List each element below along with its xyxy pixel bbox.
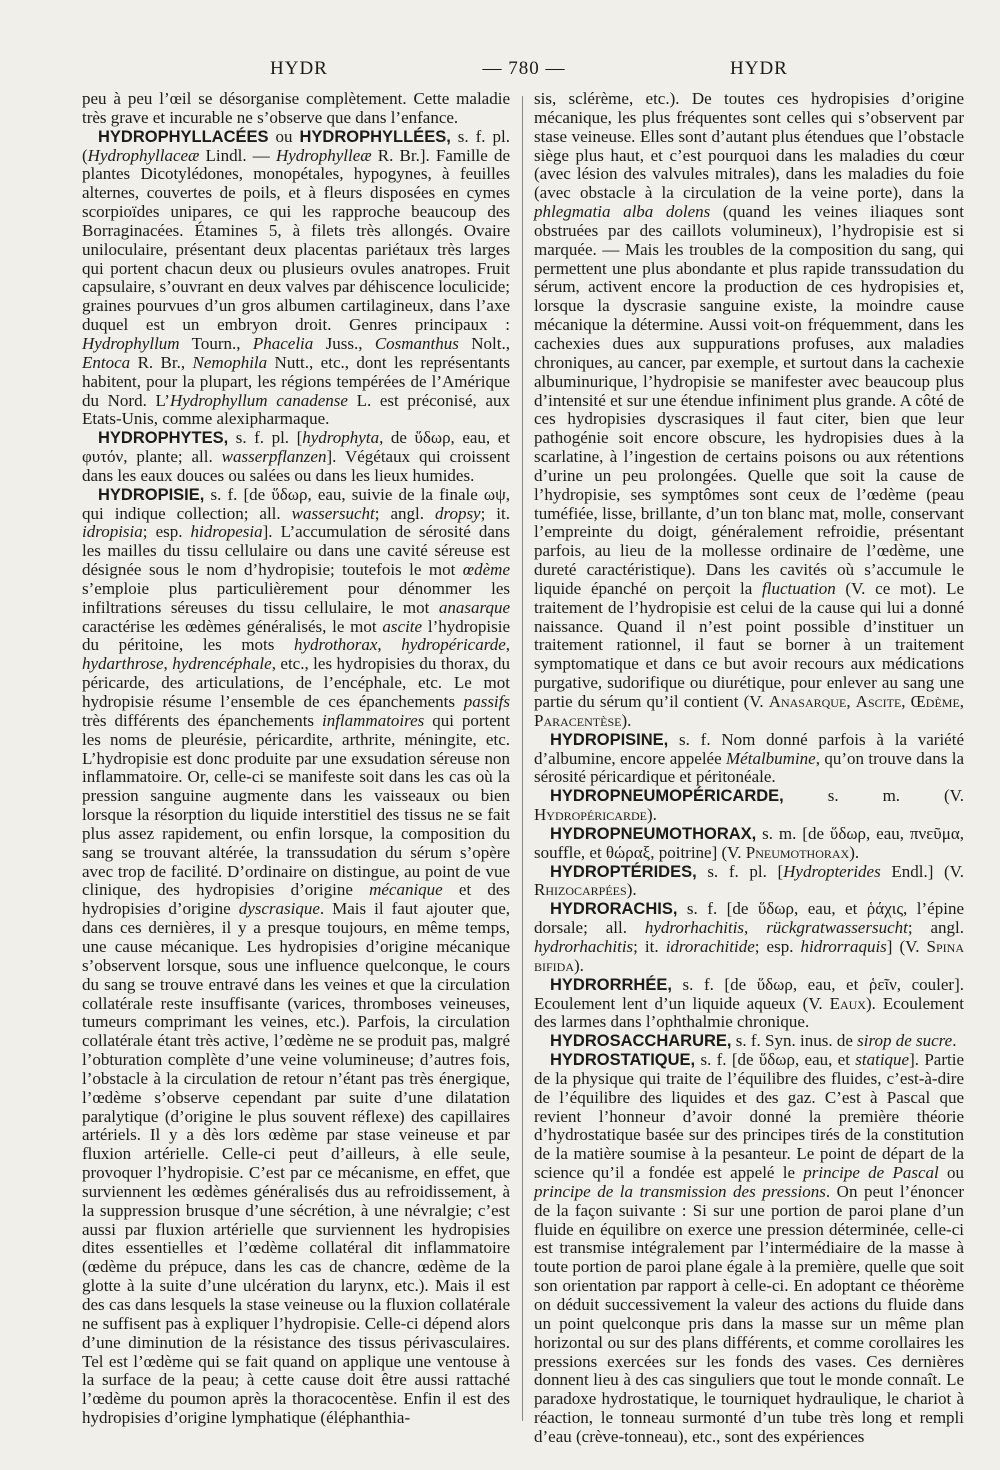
running-head-right: HYDR <box>730 58 788 79</box>
entry-hydropisie: HYDROPISIE, s. f. [de ὕδωρ, eau, suivie de la finale ωψ, qui indique collection; all. wassersucht; angl. dropsy; it. idropisia; esp. hidropesia]. L’accumulation de sérosité dans les mailles du tissu cellulaire ou dans une cavité séreuse est désignée sous le nom d’hydropisie; toutefois le mot œdème s’emploie plus particulièrement pour dénommer les infiltrations séreuses du tissu cellulaire, le mot anasarque caractérise les œdèmes généralisés, le mot ascite l’hydropisie du péritoine, les mots hydrothorax, hydropéricarde, hydarthrose, hydrencéphale, etc., les hydropisies du thorax, du péricarde, des articulations, de l’encéphale, etc. Le mot hydropisie résume l’ensemble de ces épanchements passifs très différents des épanchements inflammatoires qui portent les noms de pleurésie, péricardite, arthrite, méningite, etc. L’hydropisie est donc produite par une exsudation séreuse non inflammatoire. Or, celle-ci se manifeste soit dans les cas où la pression sanguine augmente dans les vaisseaux ou bien lorsque la résorption du liquide interstitiel des tissus ne se fait plus assez rapidement, ou enfin lorsque, la composition du sang se trouvant altérée, la transsudation du sérum s’opère avec trop de facilité. D’ordinaire on distingue, au point de vue clinique, des hydropisies d’origine mécanique et des hydropisies d’origine dyscrasique. Mais il faut ajouter que, dans ces dernières, il y a presque toujours, en même temps, une cause mécanique. Les hydropisies d’origine mécanique s’observent lorsque, sous une influence quelconque, le cours du sang se trouve entravé dans les veines et que la circulation collatérale reste insuffisante (varices, thromboses veineuses, tumeurs comprimant les veines, etc.). Parfois, la circulation collatérale étant très active, l’œdème ne se produit pas, malgré l’obturation complète d’une veine volumineuse; d’autres fois, l’obstacle à la circulation de retour n’étant pas très énergique, l’œdème s’observe cependant par suite d’une dilatation paralytique (d’origine le plus souvent réflexe) des capillaires artériels. Il y a dès lors œdème par stase veineuse et par fluxion artérielle. Celle-ci peut d’ailleurs, à elle seule, provoquer l’hydropisie. C’est par ce mécanisme, en effet, que surviennent les œdèmes généralisés dus au refroidissement, à la suppression brusque d’une sécrétion, à une névralgie; c’est aussi par fluxion artérielle que surviennent les hydropisies dites essentielles et l’œdème collatéral dit inflammatoire (œdème du prépuce, dans les cas de chancre, œdème de la glotte à la suite d’une ulcération du larynx, etc.). Mais il est des cas dans lesquels la stase veineuse ou la fluxion collatérale ne suffisent pas à expliquer l’hydropisie. Celle-ci dépend alors d’une diminution de la résistance des tissus périvasculaires. Tel est l’œdème qui se fait quand on applique une ventouse à la surface de la peau; à cette cause doit être aussi rattaché l’œdème du poumon après la thoracocentèse. Enfin il est des hydropisies d’origine lymphatique (éléphanthia- <box>82 484 511 1428</box>
entry-hydropterides: HYDROPTÉRIDES, s. f. pl. [Hydropterides Endl.] (V. Rhizocarpées). <box>534 861 964 900</box>
left-column <box>82 90 510 1428</box>
entry-hydropneumopericarde: HYDROPNEUMOPÉRICARDE, s. m. (V. Hydropéricarde). <box>534 786 964 825</box>
right-column <box>534 90 964 1447</box>
entry-hydrophyllacees: HYDROPHYLLACÉES ou HYDROPHYLLÉES, s. f. pl. (Hydrophyllaceæ Lindl. — Hydrophylleæ R. Br.]. Famille de plantes Dicotylédones, monopétales, hypogynes, à feuilles alternes, couvertes de poils, et à fleurs disposées en cymes scorpioïdes unipares, ce qui les rapproche beaucoup des Borraginacées. Étamines 5, à filets très allongés. Ovaire uniloculaire, présentant deux placentas pariétaux très larges qui portent chacun deux ou plusieurs ovules anatropes. Fruit capsulaire, s’ouvrant en deux valves par déhiscence loculicide; graines pourvues d’un gros albumen cartilagineux, dans l’axe duquel est un embryon droit. Genres principaux : Hydrophyllum Tourn., Phacelia Juss., Cosmanthus Nolt., Entoca R. Br., Nemophila Nutt., etc., dont les représentants habitent, pour la plupart, les régions tempérées de l’Amérique du Nord. L’Hydrophyllum canadense L. est préconisé, aux Etats-Unis, comme alexipharmaque. <box>82 126 511 429</box>
entry-hydrorachis: HYDRORACHIS, s. f. [de ὕδωρ, eau, et ῥάχις, l’épine dorsale; all. hydrorhachitis, rückgratwassersucht; angl. hydrorhachitis; it. idrorachitide; esp. hidrorraquis] (V. Spina bifida). <box>534 899 964 975</box>
column-divider <box>522 96 523 1421</box>
entry-hydropisine: HYDROPISINE, s. f. Nom donné parfois à la variété d’albumine, encore appelée Métalbumine, qu’on trouve dans la sérosité péricardique et péritonéale. <box>534 729 964 787</box>
entry-hydrostatique: HYDROSTATIQUE, s. f. [de ὕδωρ, eau, et statique]. Partie de la physique qui traite de l’équilibre des fluides, c’est-à-dire de l’équilibre des liquides et des gaz. C’est à Pascal que revient l’honneur d’avoir donné la première théorie d’hydrostatique basée sur des principes tirés de la constitution de la matière soumise à la pesanteur. Le point de départ de la science qu’il a fondée est appelé le principe de Pascal ou principe de la transmission des pressions. On peut l’énoncer de la façon suivante : Si sur une portion de paroi plane d’un fluide en équilibre on exerce une pression déterminée, celle-ci est transmise intégralement par l’intermédiaire de la masse à toute portion de paroi plane égale à la première, quelle que soit son orientation par rapport à celle-ci. En adoptant ce théorème on déduit successivement la valeur des actions du fluide dans un point quelconque pris dans la masse sur un même plan horizontal ou sur des plans différents, et comme corollaires les pressions exercées sur les fonds des vases. Ces dernières donnent lieu à des cas singuliers que tout le monde connaît. Le paradoxe hydrostatique, le tourniquet hydraulique, le chariot à réaction, le tonneau surmonté d’un tube très long et rempli d’eau (crève-tonneau), etc., sont des expériences <box>534 1050 965 1446</box>
entry-hydrophytes: HYDROPHYTES, s. f. pl. [hydrophyta, de ὕδωρ, eau, et φυτόν, plante; all. wasserpflanzen]. Végétaux qui croissent dans les eaux douces ou salées ou dans les lieux humides. <box>82 428 510 485</box>
page-number: — 780 — <box>482 58 566 79</box>
entry-hydrosaccharure: HYDROSACCHARURE, s. f. Syn. inus. de sirop de sucre. <box>550 1031 957 1051</box>
entry-hydropneumothorax: HYDROPNEUMOTHORAX, s. m. [de ὕδωρ, eau, πνεῦμα, souffle, et θώραξ, poitrine] (V. Pneumothorax). <box>534 823 964 862</box>
running-head-left: HYDR <box>270 58 328 79</box>
entry-hydrorrhee: HYDRORRHÉE, s. f. [de ὕδωρ, eau, et ῥεῖν, couler]. Ecoulement lent d’un liquide aqueux (V. Eaux). Ecoulement des larmes dans l’ophthalmie chronique. <box>534 974 964 1032</box>
entry-paragraph: peu à peu l’œil se désorganise complètement. Cette maladie très grave et incurable ne s’observe que dans l’enfance. <box>82 89 510 127</box>
entry-hydropisie-continued: sis, sclérème, etc.). De toutes ces hydropisies d’origine mécanique, les plus fréquentes sont celles qui s’observent par stase veineuse. Elles sont d’autant plus étendues que l’obstacle siège plus haut, et c’est pourquoi dans les maladies du cœur (avec lésion des valvules mitrales), dans les maladies du foie (avec obstacle à la circulation de la veine porte), dans la phlegmatia alba dolens (quand les veines iliaques sont obstruées par des caillots volumineux), l’hydropisie est si marquée. — Mais les troubles de la composition du sang, qui permettent une plus abondante et plus rapide transsudation du sérum, activent encore la production de ces hydropisies et, lorsque la dyscrasie sanguine existe, la moindre cause mécanique la détermine. Aussi voit-on fréquemment, dans les cachexies dues aux suppurations profuses, aux maladies chroniques, au cancer, par exemple, et surtout dans la cachexie albuminurique, l’hydropisie se manifester avec beaucoup plus d’intensité et sur une étendue infiniment plus grande. A côté de ces hydropisies dyscrasiques il faut citer, bien que leur pathogénie soit encore obscure, les hydropisies dues à la scarlatine, à l’ingestion de certains poisons ou aux rétentions d’urine un peu prolongées. Quelle que soit la cause de l’hydropisie, ses symptômes sont ceux de l’œdème (peau tuméfiée, lisse, brillante, d’un ton blanc mat, molle, conservant l’empreinte du doigt, généralement refroidie, présentant parfois, au lieu de la mollesse ordinaire de l’œdème, une dureté caractéristique). Dans les cavités où s’accumule le liquide épanché on perçoit la fluctuation (V. ce mot). Le traitement de l’hydropisie est celui de la cause qui lui a donné naissance. Quand il n’est point possible d’instituer un traitement rationnel, il faut se borner à un traitement symptomatique et dans ce but avoir recours aux médications purgative, sudorifique ou diurétique, pour enlever au sang une partie du sérum qu’il contient (V. Anasarque, Ascite, Œdème, Paracentèse). <box>534 89 965 730</box>
